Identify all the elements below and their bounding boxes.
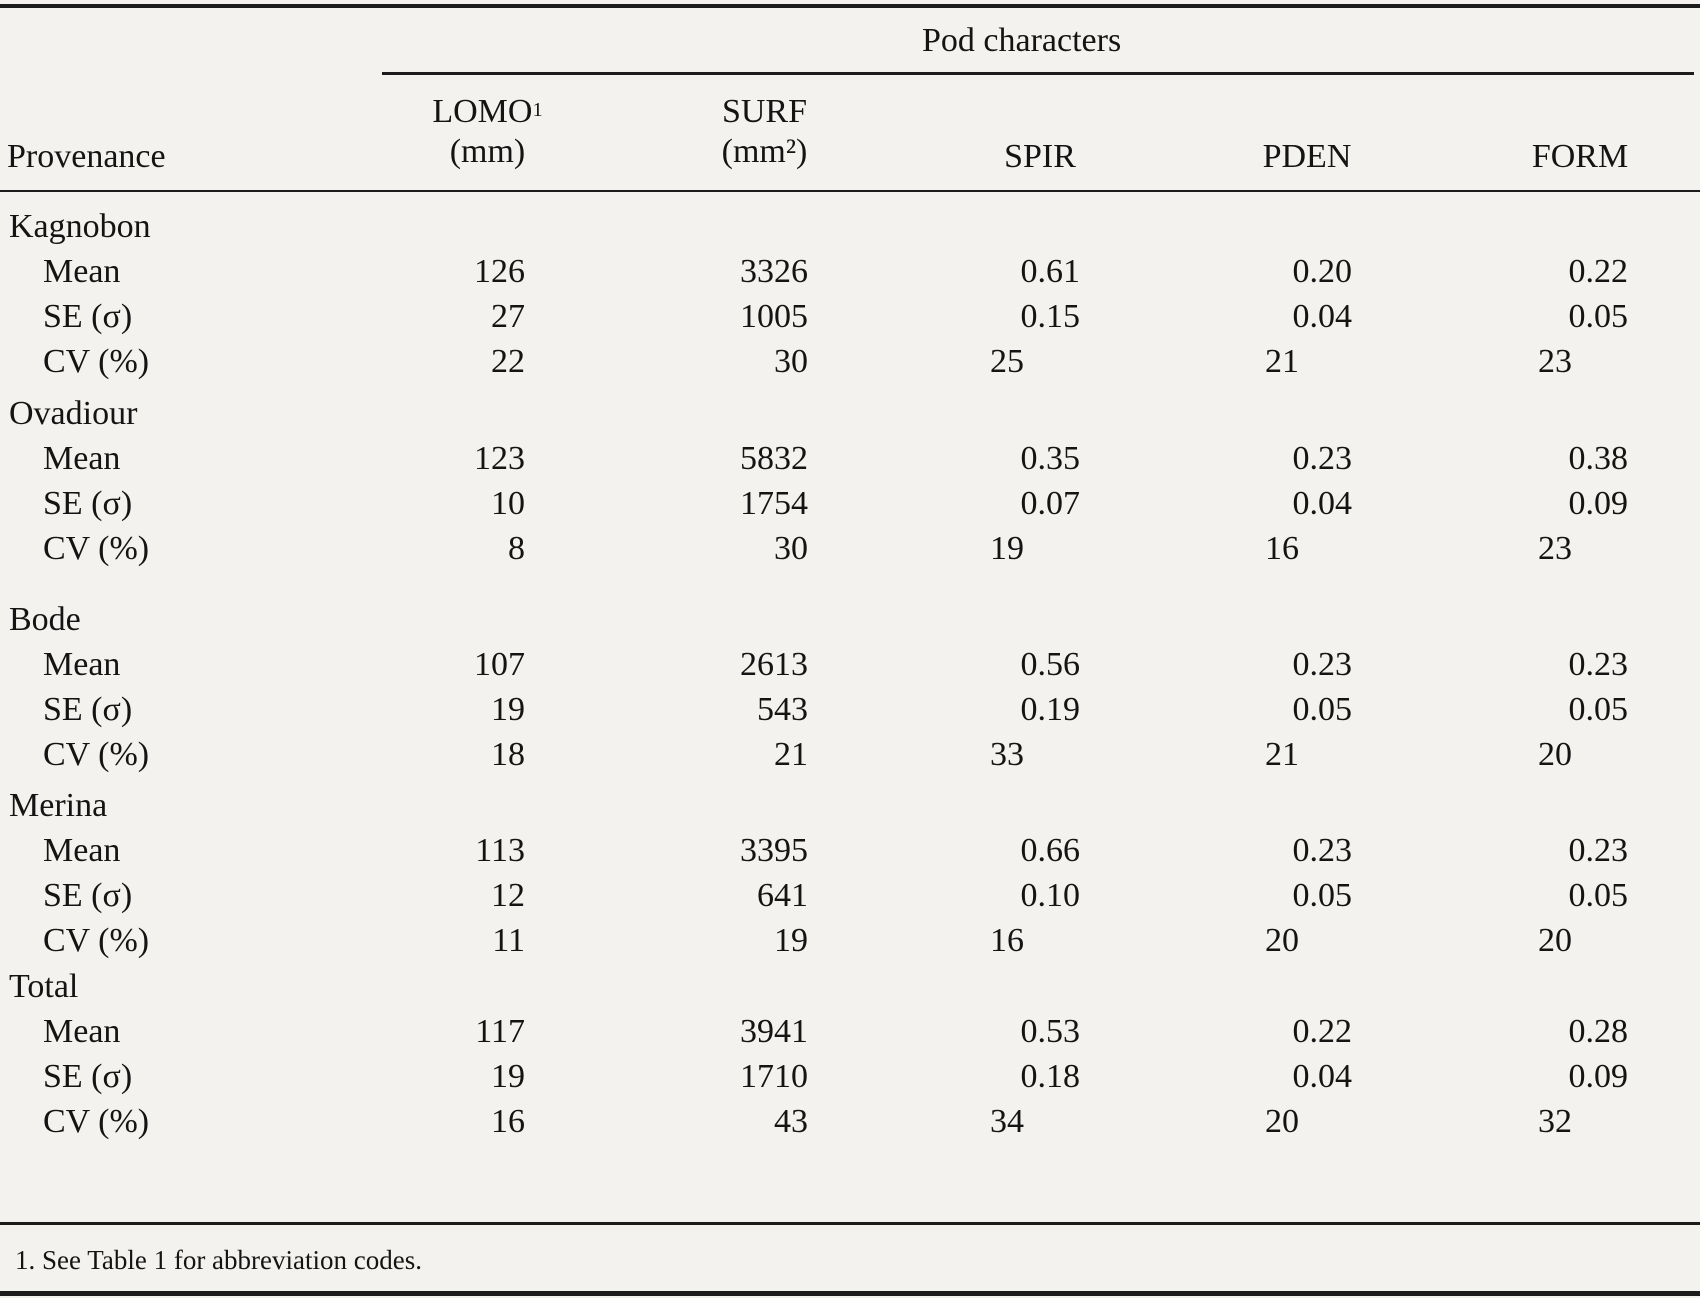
cell-surf-cv: 21 xyxy=(774,736,808,773)
stat-label-cv: CV (%) xyxy=(43,530,150,567)
group-name: Bode xyxy=(9,601,81,638)
stat-label-cv: CV (%) xyxy=(43,1103,150,1140)
cell-surf-mean: 3395 xyxy=(740,832,808,869)
cell-pden-mean: 0.22 xyxy=(1292,1013,1352,1050)
group-name: Total xyxy=(9,968,79,1005)
stat-label-cv: CV (%) xyxy=(43,343,150,380)
cell-form-se: 0.05 xyxy=(1568,877,1628,914)
cell-lomo-cv: 18 xyxy=(491,736,525,773)
stat-label-mean: Mean xyxy=(43,646,121,683)
cell-pden-cv: 20 xyxy=(1265,1103,1299,1140)
cell-surf-se: 1005 xyxy=(740,298,808,335)
cell-form-mean: 0.28 xyxy=(1568,1013,1628,1050)
cell-surf-cv: 30 xyxy=(774,343,808,380)
stat-label-se: SE (σ) xyxy=(43,877,133,914)
stat-label-mean: Mean xyxy=(43,832,121,869)
group-name: Ovadiour xyxy=(9,395,138,432)
column-header-form: FORM xyxy=(1531,138,1629,175)
column-header-surf: SURF (mm²) xyxy=(721,93,808,170)
cell-lomo-mean: 113 xyxy=(475,832,525,869)
bottom-rule xyxy=(0,1291,1700,1296)
cell-spir-se: 0.10 xyxy=(1020,877,1080,914)
cell-pden-mean: 0.23 xyxy=(1292,440,1352,477)
stat-label-se: SE (σ) xyxy=(43,1058,133,1095)
cell-pden-mean: 0.23 xyxy=(1292,646,1352,683)
cell-lomo-mean: 123 xyxy=(474,440,525,477)
cell-surf-mean: 3326 xyxy=(740,253,808,290)
cell-spir-cv: 19 xyxy=(990,530,1024,567)
stat-label-mean: Mean xyxy=(43,440,121,477)
header-rule xyxy=(0,190,1700,192)
cell-lomo-se: 19 xyxy=(491,1058,525,1095)
cell-surf-cv: 43 xyxy=(774,1103,808,1140)
cell-pden-se: 0.04 xyxy=(1292,298,1352,335)
cell-pden-cv: 16 xyxy=(1265,530,1299,567)
stat-label-se: SE (σ) xyxy=(43,691,133,728)
cell-form-se: 0.05 xyxy=(1568,298,1628,335)
cell-surf-mean: 3941 xyxy=(740,1013,808,1050)
cell-pden-mean: 0.23 xyxy=(1292,832,1352,869)
top-rule xyxy=(0,4,1700,8)
cell-lomo-mean: 126 xyxy=(474,253,525,290)
stat-label-mean: Mean xyxy=(43,253,121,290)
group-name: Kagnobon xyxy=(9,208,151,245)
cell-pden-cv: 21 xyxy=(1265,343,1299,380)
column-header-pden: PDEN xyxy=(1262,138,1352,175)
cell-surf-se: 543 xyxy=(757,691,808,728)
cell-spir-mean: 0.66 xyxy=(1020,832,1080,869)
cell-lomo-mean: 117 xyxy=(475,1013,525,1050)
group-header-rule xyxy=(382,72,1694,75)
cell-pden-mean: 0.20 xyxy=(1292,253,1352,290)
cell-spir-se: 0.19 xyxy=(1020,691,1080,728)
cell-surf-se: 1710 xyxy=(740,1058,808,1095)
cell-spir-mean: 0.53 xyxy=(1020,1013,1080,1050)
footer-rule xyxy=(0,1222,1700,1225)
cell-surf-se: 641 xyxy=(757,877,808,914)
stat-label-cv: CV (%) xyxy=(43,922,150,959)
cell-form-cv: 20 xyxy=(1538,922,1572,959)
cell-lomo-cv: 11 xyxy=(492,922,525,959)
cell-pden-cv: 21 xyxy=(1265,736,1299,773)
cell-surf-se: 1754 xyxy=(740,485,808,522)
cell-lomo-se: 19 xyxy=(491,691,525,728)
cell-spir-mean: 0.61 xyxy=(1020,253,1080,290)
group-name: Merina xyxy=(9,787,108,824)
cell-surf-cv: 19 xyxy=(774,922,808,959)
cell-form-se: 0.09 xyxy=(1568,1058,1628,1095)
cell-spir-cv: 34 xyxy=(990,1103,1024,1140)
column-header-spir: SPIR xyxy=(1004,138,1076,175)
cell-form-mean: 0.38 xyxy=(1568,440,1628,477)
cell-form-mean: 0.23 xyxy=(1568,832,1628,869)
cell-lomo-se: 12 xyxy=(491,877,525,914)
cell-spir-cv: 33 xyxy=(990,736,1024,773)
cell-surf-mean: 2613 xyxy=(740,646,808,683)
cell-pden-cv: 20 xyxy=(1265,922,1299,959)
stat-label-cv: CV (%) xyxy=(43,736,150,773)
footnote: 1. See Table 1 for abbreviation codes. xyxy=(15,1245,422,1275)
cell-surf-cv: 30 xyxy=(774,530,808,567)
cell-surf-mean: 5832 xyxy=(740,440,808,477)
cell-spir-mean: 0.56 xyxy=(1020,646,1080,683)
cell-pden-se: 0.05 xyxy=(1292,691,1352,728)
cell-spir-cv: 25 xyxy=(990,343,1024,380)
cell-pden-se: 0.05 xyxy=(1292,877,1352,914)
cell-lomo-se: 27 xyxy=(491,298,525,335)
cell-form-mean: 0.23 xyxy=(1568,646,1628,683)
cell-pden-se: 0.04 xyxy=(1292,1058,1352,1095)
cell-spir-se: 0.07 xyxy=(1020,485,1080,522)
cell-form-cv: 20 xyxy=(1538,736,1572,773)
cell-lomo-se: 10 xyxy=(491,485,525,522)
cell-form-se: 0.09 xyxy=(1568,485,1628,522)
cell-lomo-mean: 107 xyxy=(474,646,525,683)
cell-form-cv: 23 xyxy=(1538,530,1572,567)
cell-lomo-cv: 16 xyxy=(491,1103,525,1140)
cell-spir-mean: 0.35 xyxy=(1020,440,1080,477)
group-header: Pod characters xyxy=(922,22,1122,59)
cell-spir-se: 0.18 xyxy=(1020,1058,1080,1095)
stat-label-se: SE (σ) xyxy=(43,298,133,335)
cell-spir-cv: 16 xyxy=(990,922,1024,959)
cell-form-mean: 0.22 xyxy=(1568,253,1628,290)
cell-form-cv: 32 xyxy=(1538,1103,1572,1140)
cell-spir-se: 0.15 xyxy=(1020,298,1080,335)
cell-lomo-cv: 8 xyxy=(508,530,525,567)
cell-form-cv: 23 xyxy=(1538,343,1572,380)
cell-pden-se: 0.04 xyxy=(1292,485,1352,522)
stat-label-se: SE (σ) xyxy=(43,485,133,522)
column-header-lomo: LOMO$^1$ (mm) xyxy=(432,93,543,170)
row-header-provenance: Provenance xyxy=(7,138,166,175)
cell-form-se: 0.05 xyxy=(1568,691,1628,728)
stat-label-mean: Mean xyxy=(43,1013,121,1050)
cell-lomo-cv: 22 xyxy=(491,343,525,380)
